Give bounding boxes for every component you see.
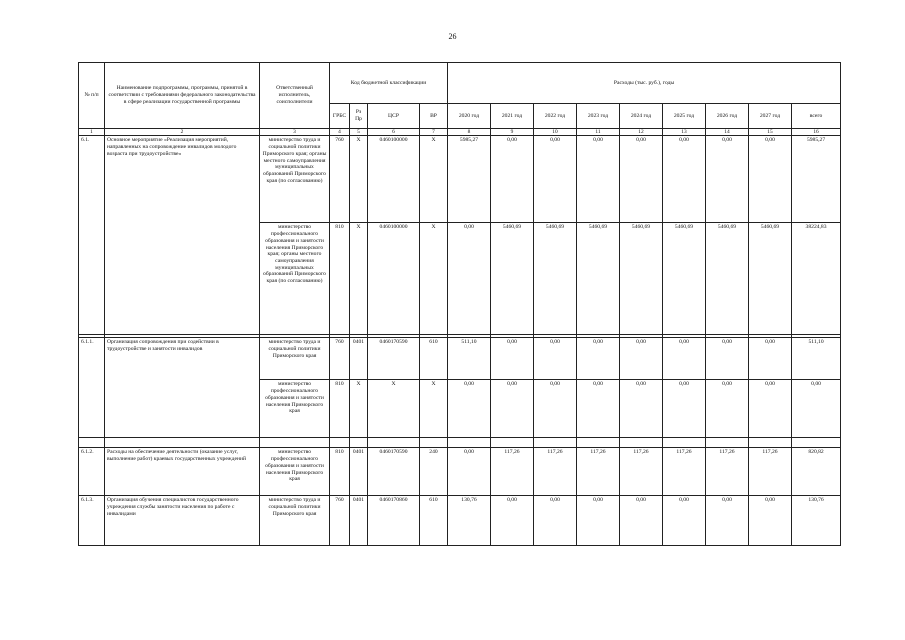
column-number: 10 — [534, 129, 577, 136]
row-year-value: 0,00 — [534, 136, 577, 223]
header-year: 2027 год — [749, 104, 792, 129]
header-name: Наименование подпрограммы, программы, принятой в соответствии с требованиями федерального законодательства в сфере реализации государственной программы — [105, 63, 260, 129]
row-csr: 0460100000 — [368, 136, 420, 223]
row-executor: министерство профессионального образования и занятости населения Приморского края — [260, 380, 330, 438]
spacer-cell — [260, 438, 330, 448]
row-total: 511,10 — [792, 338, 841, 380]
row-csr: 0460100000 — [368, 223, 420, 335]
budget-table — [78, 62, 841, 546]
row-rzpr: X — [350, 136, 368, 223]
row-vr: 240 — [420, 448, 448, 496]
column-number: 11 — [577, 129, 620, 136]
row-csr: 0460170590 — [368, 448, 420, 496]
row-vr: 610 — [420, 338, 448, 380]
row-total: 0,00 — [792, 380, 841, 438]
spacer-cell — [330, 438, 350, 448]
spacer-cell — [491, 438, 534, 448]
row-number — [79, 380, 105, 438]
column-number: 6 — [368, 129, 420, 136]
row-number: 6.1. — [79, 136, 105, 223]
column-number: 15 — [749, 129, 792, 136]
row-year-value: 0,00 — [534, 338, 577, 380]
table-row — [79, 223, 841, 335]
row-year-value: 0,00 — [749, 338, 792, 380]
row-csr: 0460170860 — [368, 496, 420, 546]
spacer-cell — [79, 438, 105, 448]
row-year-value: 5460,69 — [534, 223, 577, 335]
row-grbs: 810 — [330, 448, 350, 496]
spacer-row — [79, 438, 841, 448]
row-year-value: 117,26 — [749, 448, 792, 496]
row-number: 6.1.1. — [79, 338, 105, 380]
row-year-value: 5460,69 — [577, 223, 620, 335]
spacer-cell — [749, 438, 792, 448]
row-year-value: 0,00 — [706, 496, 749, 546]
row-total: 130,76 — [792, 496, 841, 546]
page-number: 26 — [448, 32, 457, 41]
row-rzpr: X — [350, 223, 368, 335]
spacer-cell — [350, 438, 368, 448]
table-row — [79, 338, 841, 380]
row-year-value: 0,00 — [491, 338, 534, 380]
row-year-value: 0,00 — [577, 338, 620, 380]
row-year-value: 0,00 — [663, 496, 706, 546]
spacer-cell — [792, 438, 841, 448]
row-executor: министерство профессионального образования и занятости населения Приморского края; органы местного самоуправления муниципальных образований Приморского края (по согласованию) — [260, 223, 330, 335]
row-rzpr: X — [350, 380, 368, 438]
header-no: № п/п — [79, 63, 105, 129]
row-year-value: 117,26 — [706, 448, 749, 496]
row-name — [105, 223, 260, 335]
row-year-value: 0,00 — [491, 136, 534, 223]
row-total: 5985,27 — [792, 136, 841, 223]
row-year-value: 0,00 — [534, 496, 577, 546]
spacer-cell — [620, 438, 663, 448]
column-number: 13 — [663, 129, 706, 136]
row-year-value: 0,00 — [706, 136, 749, 223]
table-row — [79, 496, 841, 546]
row-year-value: 5985,27 — [448, 136, 491, 223]
header-grbs: ГРБС — [330, 104, 350, 129]
row-year-value: 0,00 — [577, 380, 620, 438]
spacer-cell — [706, 438, 749, 448]
row-name: Организация обучения специалистов государственного учреждения службы занятости населения по работе с инвалидами — [105, 496, 260, 546]
row-year-value: 0,00 — [706, 380, 749, 438]
row-name: Расходы на обеспечение деятельности (оказание услуг, выполнение работ) краевых государственных учреждений — [105, 448, 260, 496]
row-year-value: 0,00 — [577, 136, 620, 223]
row-grbs: 810 — [330, 223, 350, 335]
row-year-value: 117,26 — [663, 448, 706, 496]
column-number: 12 — [620, 129, 663, 136]
row-name: Основное мероприятие «Реализация мероприятий, направленных на сопровождение инвалидов молодого возраста при трудоустройстве» — [105, 136, 260, 223]
header-executor: Ответственный исполнитель, соисполнители — [260, 63, 330, 129]
row-year-value: 0,00 — [491, 496, 534, 546]
header-row — [79, 63, 841, 104]
row-year-value: 0,00 — [620, 136, 663, 223]
column-number: 16 — [792, 129, 841, 136]
spacer-cell — [534, 438, 577, 448]
header-year: 2024 год — [620, 104, 663, 129]
row-year-value: 0,00 — [448, 223, 491, 335]
row-year-value: 0,00 — [663, 338, 706, 380]
row-year-value: 0,00 — [663, 380, 706, 438]
row-year-value: 0,00 — [620, 380, 663, 438]
row-executor: министерство профессионального образования и занятости населения Приморского края — [260, 448, 330, 496]
row-year-value: 0,00 — [749, 496, 792, 546]
row-vr: X — [420, 223, 448, 335]
header-total: всего — [792, 104, 841, 129]
header-year: 2022 год — [534, 104, 577, 129]
header-year: 2020 год — [448, 104, 491, 129]
spacer-cell — [420, 438, 448, 448]
row-year-value: 5460,69 — [620, 223, 663, 335]
row-rzpr: 0401 — [350, 448, 368, 496]
row-vr: X — [420, 380, 448, 438]
row-executor: министерство труда и социальной политики Приморского края — [260, 338, 330, 380]
spacer-cell — [663, 438, 706, 448]
row-executor: министерство труда и социальной политики Приморского края; органы местного самоуправления муниципальных образований Приморского края (по согласованию) — [260, 136, 330, 223]
column-number: 3 — [260, 129, 330, 136]
row-year-value: 117,26 — [577, 448, 620, 496]
table-row — [79, 448, 841, 496]
header-csr: ЦСР — [368, 104, 420, 129]
row-grbs: 760 — [330, 136, 350, 223]
column-number: 5 — [350, 129, 368, 136]
row-rzpr: 0401 — [350, 496, 368, 546]
row-year-value: 117,26 — [534, 448, 577, 496]
spacer-cell — [368, 438, 420, 448]
column-number: 1 — [79, 129, 105, 136]
column-number: 2 — [105, 129, 260, 136]
row-year-value: 511,10 — [448, 338, 491, 380]
header-year: 2023 год — [577, 104, 620, 129]
row-year-value: 0,00 — [448, 380, 491, 438]
row-executor: министерство труда и социальной политики Приморского края — [260, 496, 330, 546]
row-number: 6.1.2. — [79, 448, 105, 496]
row-year-value: 0,00 — [620, 496, 663, 546]
row-year-value: 117,26 — [620, 448, 663, 496]
header-year: 2026 год — [706, 104, 749, 129]
row-year-value: 5460,69 — [491, 223, 534, 335]
header-vr: ВР — [420, 104, 448, 129]
row-year-value: 0,00 — [620, 338, 663, 380]
header-year: 2021 год — [491, 104, 534, 129]
spacer-cell — [105, 438, 260, 448]
row-rzpr: 0401 — [350, 338, 368, 380]
row-year-value: 0,00 — [577, 496, 620, 546]
row-year-value: 0,00 — [749, 380, 792, 438]
spacer-cell — [577, 438, 620, 448]
table-row — [79, 380, 841, 438]
spacer-cell — [448, 438, 491, 448]
row-vr: 610 — [420, 496, 448, 546]
row-grbs: 760 — [330, 338, 350, 380]
column-number-row — [79, 129, 841, 136]
header-budget-code: Код бюджетной классификации — [330, 63, 448, 104]
row-number — [79, 223, 105, 335]
row-year-value: 130,76 — [448, 496, 491, 546]
column-number: 8 — [448, 129, 491, 136]
row-name: Организация сопровождения при содействии в трудоустройстве и занятости инвалидов — [105, 338, 260, 380]
row-year-value: 5460,69 — [663, 223, 706, 335]
row-grbs: 760 — [330, 496, 350, 546]
column-number: 4 — [330, 129, 350, 136]
row-year-value: 0,00 — [491, 380, 534, 438]
header-expenses: Расходы (тыс. руб.), годы — [448, 63, 841, 104]
row-vr: X — [420, 136, 448, 223]
row-year-value: 5460,69 — [706, 223, 749, 335]
column-number: 9 — [491, 129, 534, 136]
row-number: 6.1.3. — [79, 496, 105, 546]
row-grbs: 810 — [330, 380, 350, 438]
header-rzpr: Рз Пр — [350, 104, 368, 129]
row-year-value: 0,00 — [448, 448, 491, 496]
row-total: 38224,83 — [792, 223, 841, 335]
header-year: 2025 год — [663, 104, 706, 129]
row-total: 820,82 — [792, 448, 841, 496]
row-year-value: 0,00 — [706, 338, 749, 380]
row-year-value: 5460,69 — [749, 223, 792, 335]
column-number: 7 — [420, 129, 448, 136]
table-row — [79, 136, 841, 223]
row-csr: 0460170590 — [368, 338, 420, 380]
row-year-value: 0,00 — [534, 380, 577, 438]
column-number: 14 — [706, 129, 749, 136]
row-csr: X — [368, 380, 420, 438]
row-year-value: 0,00 — [663, 136, 706, 223]
row-name — [105, 380, 260, 438]
row-year-value: 117,26 — [491, 448, 534, 496]
row-year-value: 0,00 — [749, 136, 792, 223]
